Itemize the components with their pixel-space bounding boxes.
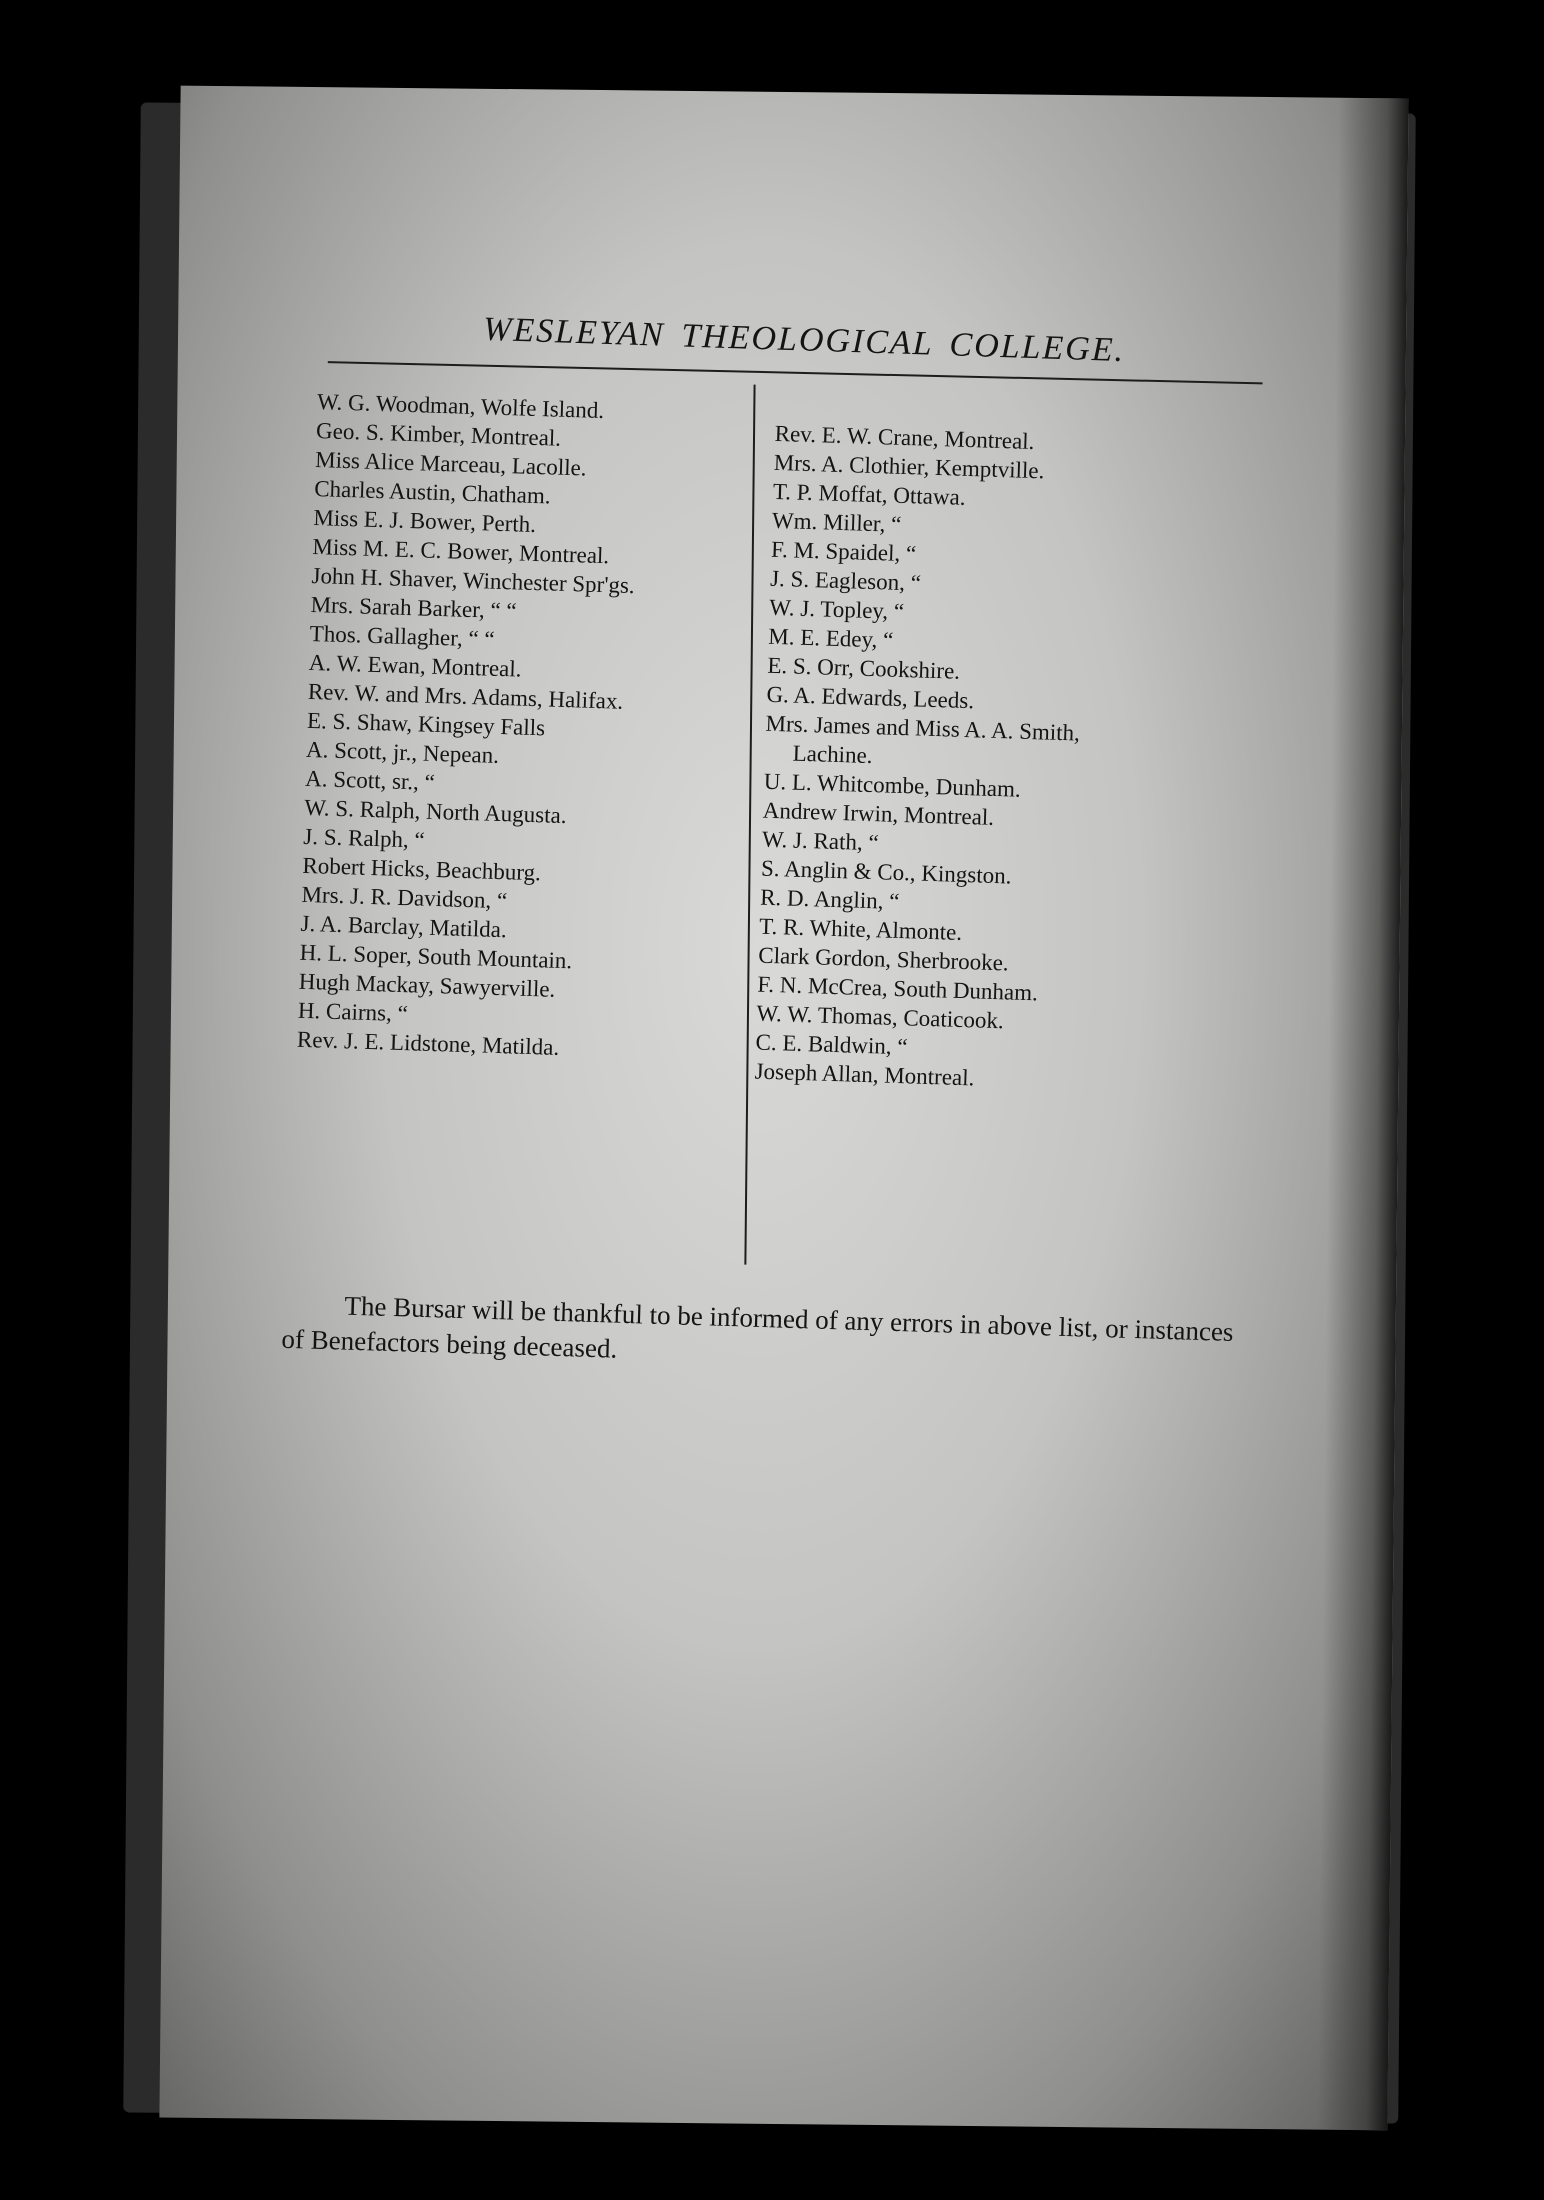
list-item: F. M. Spaidel, “ (770, 536, 917, 567)
list-item: Rev. E. W. Crane, Montreal. (774, 420, 1035, 455)
list-item: W. W. Thomas, Coaticook. (756, 1000, 1005, 1034)
list-item: A. Scott, jr., Nepean. (305, 736, 500, 768)
list-item: W. G. Woodman, Wolfe Island. (316, 389, 605, 424)
list-item: Joseph Allan, Montreal. (754, 1058, 975, 1091)
list-item: J. S. Eagleson, “ (769, 565, 922, 596)
list-item: Mrs. J. R. Davidson, “ (301, 881, 508, 914)
column-divider (744, 385, 755, 1265)
list-item: G. A. Edwards, Leeds. (766, 681, 975, 714)
list-item: S. Anglin & Co., Kingston. (760, 855, 1012, 889)
list-item: Miss M. E. C. Bower, Montreal. (312, 534, 610, 569)
bursar-note-text: The Bursar will be thankful to be informed of any errors in above list, or instances of Benefactors being deceased. (281, 1290, 1234, 1364)
list-item: John H. Shaver, Winchester Spr'gs. (311, 562, 636, 599)
list-item: Miss Alice Marceau, Lacolle. (314, 447, 587, 481)
list-item: Mrs. A. Clothier, Kemptville. (773, 449, 1045, 484)
list-item: E. S. Shaw, Kingsey Falls (306, 707, 546, 741)
list-item: H. L. Soper, South Mountain. (299, 939, 573, 974)
running-head: WESLEYAN THEOLOGICAL COLLEGE. (482, 310, 1126, 370)
list-item: Robert Hicks, Beachburg. (302, 852, 542, 886)
list-item: W. J. Rath, “ (761, 826, 880, 856)
bursar-note (281, 1287, 1243, 1385)
list-item: C. E. Baldwin, “ (755, 1029, 908, 1060)
list-item: Geo. S. Kimber, Montreal. (315, 418, 562, 451)
list-item: E. S. Orr, Cookshire. (767, 652, 961, 684)
list-item: Charles Austin, Chatham. (313, 476, 551, 509)
book-page (159, 86, 1408, 2131)
list-item: W. S. Ralph, North Augusta. (303, 794, 567, 829)
list-item: U. L. Whitcombe, Dunham. (763, 768, 1022, 802)
list-item: F. N. McCrea, South Dunham. (757, 971, 1039, 1006)
list-item: J. A. Barclay, Matilda. (300, 910, 508, 943)
list-item: A. W. Ewan, Montreal. (308, 649, 522, 682)
benefactors-right-column (754, 419, 1245, 1100)
list-item: Mrs. Sarah Barker, “ “ (310, 591, 517, 624)
list-item-continuation: Lachine. (792, 740, 873, 769)
list-item: T. P. Moffat, Ottawa. (772, 478, 966, 510)
list-item: Hugh Mackay, Sawyerville. (298, 968, 556, 1002)
list-item: Clark Gordon, Sherbrooke. (757, 942, 1010, 976)
list-item: R. D. Anglin, “ (759, 884, 900, 915)
list-item: A. Scott, sr., “ (304, 765, 436, 795)
list-item: W. J. Topley, “ (768, 594, 905, 625)
list-item: M. E. Edey, “ (767, 623, 894, 653)
list-item: T. R. White, Almonte. (758, 913, 963, 945)
list-item: Thos. Gallagher, “ “ (309, 620, 496, 652)
list-item: Mrs. James and Miss A. A. Smith, (765, 710, 1081, 746)
list-item: H. Cairns, “ (297, 997, 409, 1027)
list-item: J. S. Ralph, “ (303, 823, 426, 853)
list-item: Rev. J. E. Lidstone, Matilda. (296, 1026, 560, 1060)
list-item: Rev. W. and Mrs. Adams, Halifax. (307, 678, 624, 714)
list-item: Wm. Miller, “ (771, 507, 902, 537)
list-item: Miss E. J. Bower, Perth. (313, 505, 537, 538)
benefactors-left-column (297, 387, 748, 1067)
list-item: Andrew Irwin, Montreal. (762, 797, 995, 830)
